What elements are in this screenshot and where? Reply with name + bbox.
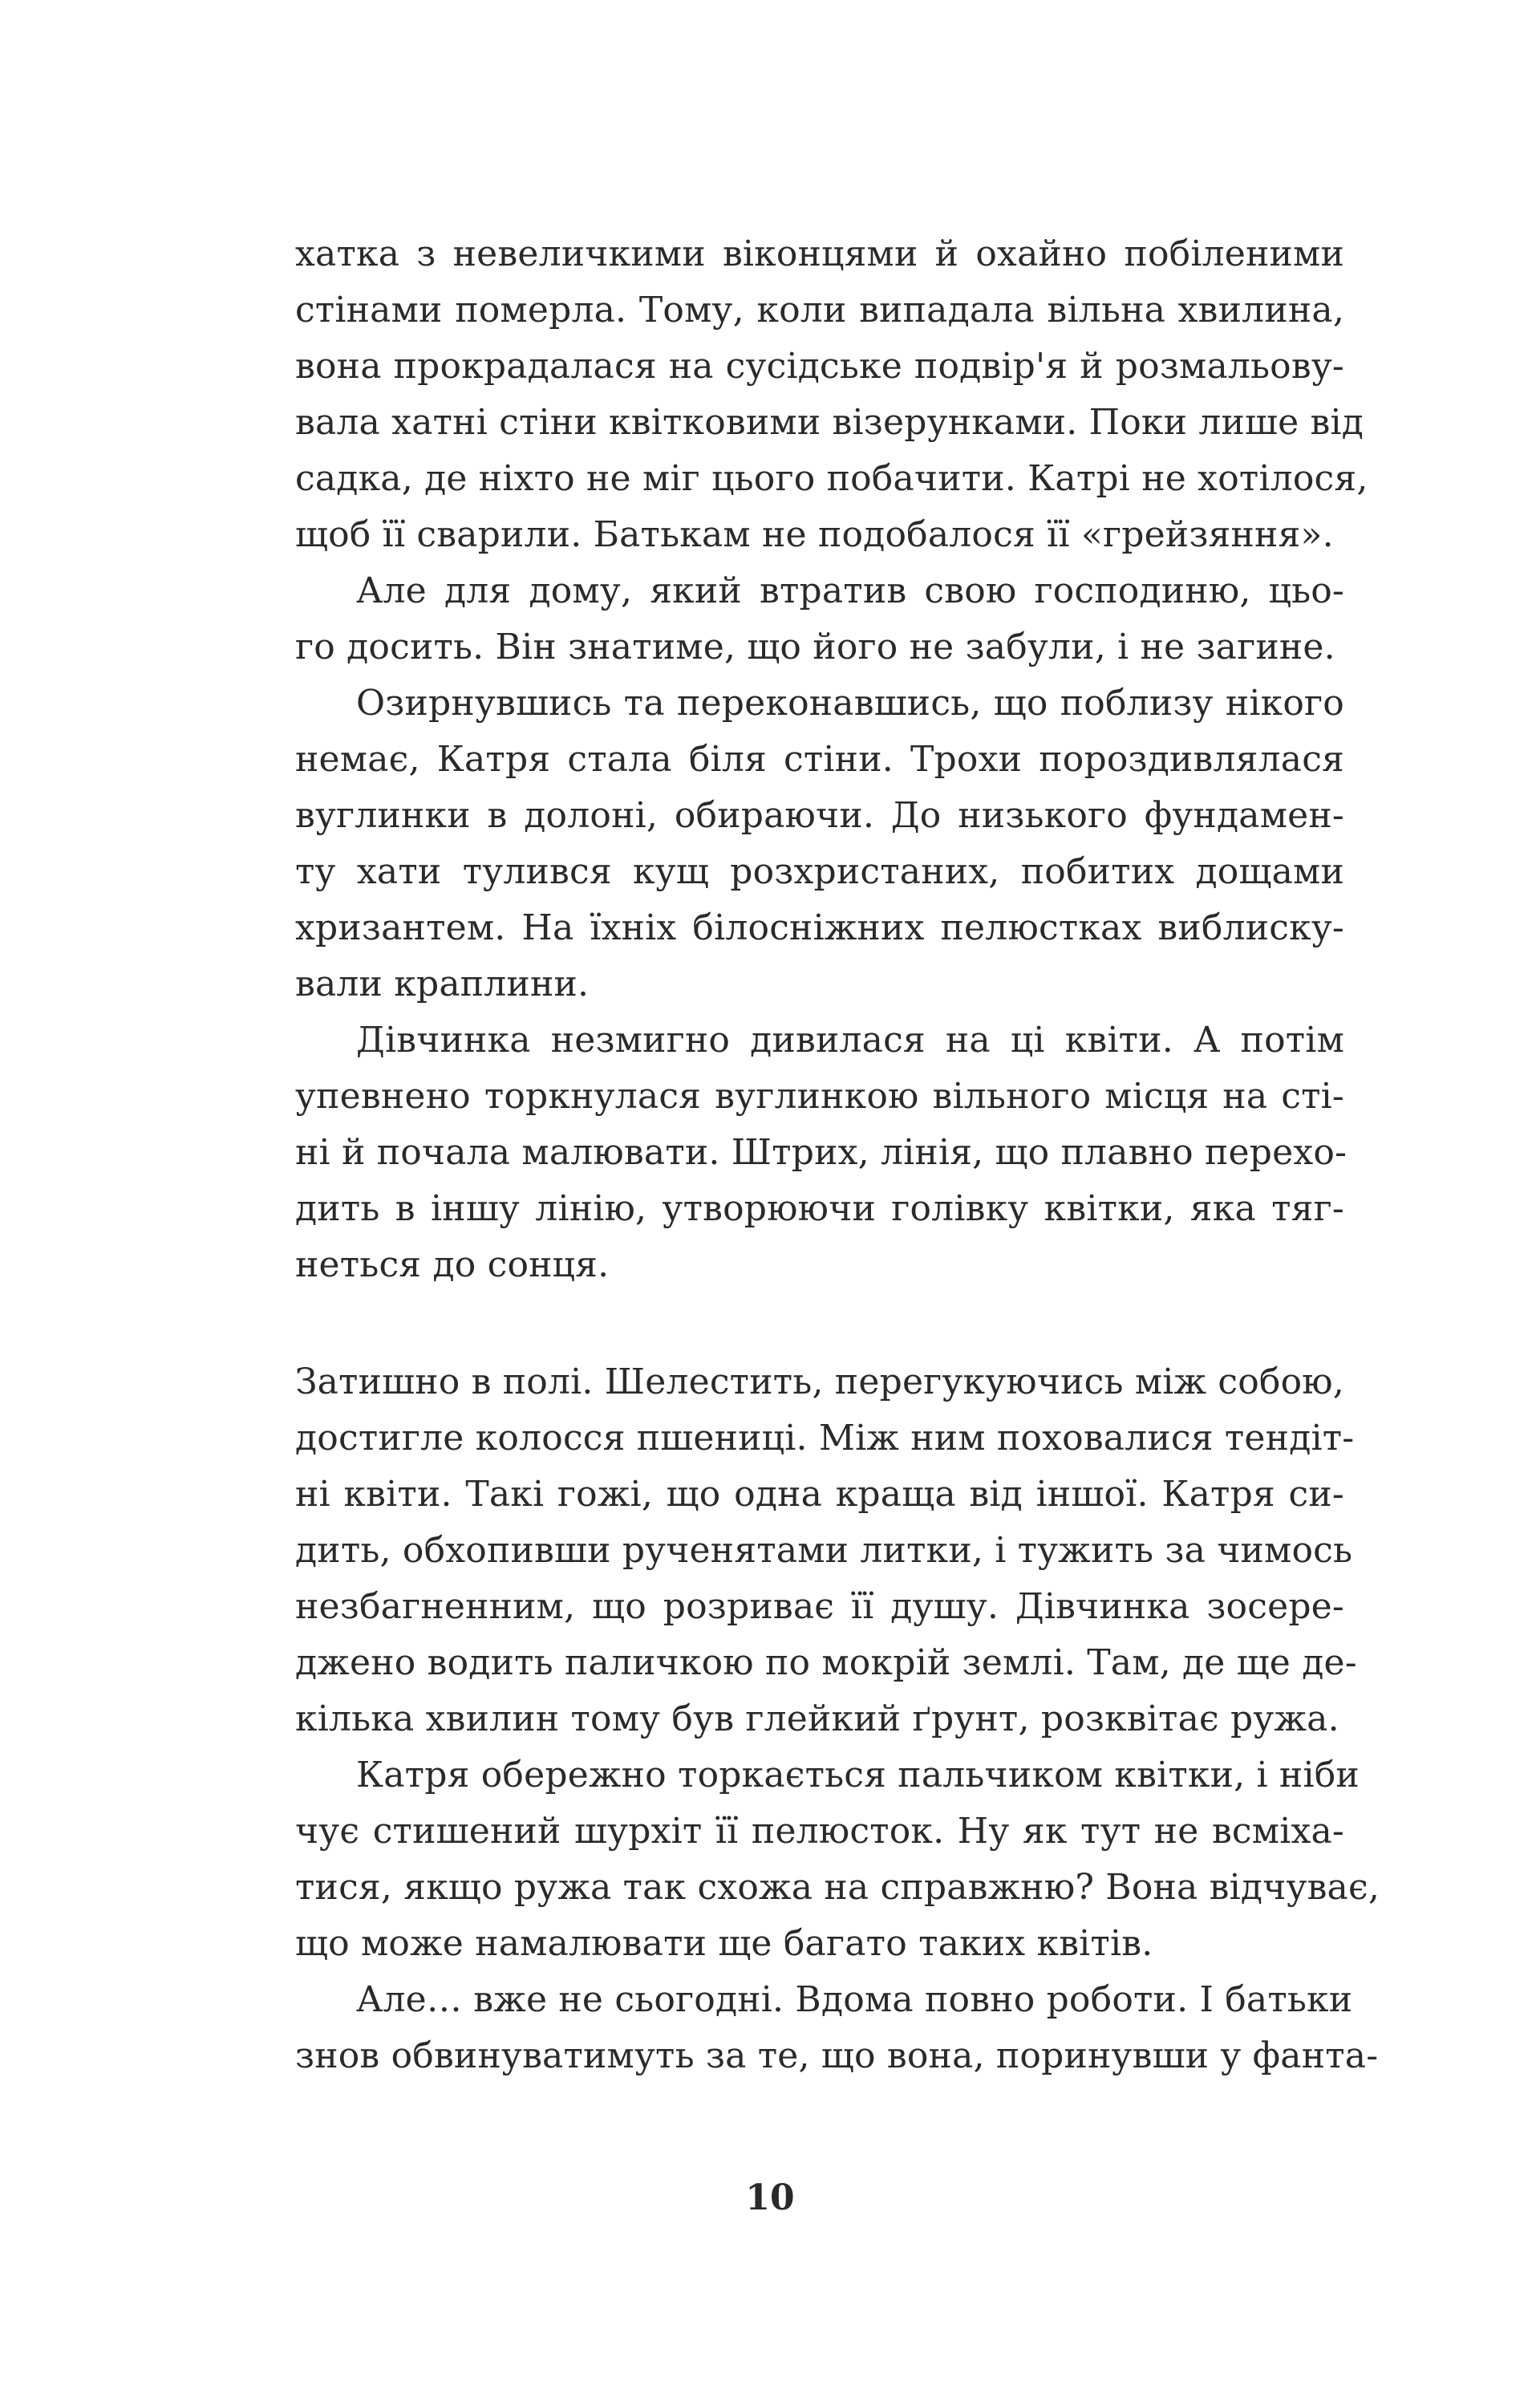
text-line: знов обвинуватимуть за те, що вона, поринувши у фанта- [295,2035,1379,2076]
text-line: садка, де ніхто не міг цього побачити. Катрі не хотілося, [295,458,1368,499]
text-line: чує стишений шурхіт її пелюсток. Ну як тут не всміха- [295,1811,1344,1852]
text-line: вуглинки в долоні, обираючи. До низького фундамен- [295,795,1344,836]
text-line: незбагненним, що розриває її душу. Дівчинка зосере- [295,1586,1344,1627]
text-line: го досить. Він знатиме, що його не забули, і не загине. [295,627,1335,667]
text-line: дить в іншу лінію, утворюючи голівку квітки, яка тяг- [295,1188,1344,1229]
text-line: джено водить паличкою по мокрій землі. Там, де ще де- [295,1642,1357,1683]
text-line: вона прокрадалася на сусідське подвір'я й розмальову- [295,346,1344,387]
text-line: вала хатні стіни квітковими візерунками. Поки лише від [295,402,1364,443]
text-line: тися, якщо ружа так схожа на справжню? Вона відчуває, [295,1867,1380,1908]
text-line: стінами померла. Тому, коли випадала вільна хвилина, [295,290,1344,331]
text-line: Затишно в полі. Шелестить, перегукуючись між собою, [295,1361,1344,1402]
text-line: хризантем. На їхніх білосніжних пелюстках виблиску- [295,907,1344,948]
text-block-1 [295,226,1368,1293]
text-block-2 [295,1354,1380,2084]
text-line: ту хати тулився кущ розхристаних, побитих дощами [295,851,1344,892]
text-line: хатка з невеличкими віконцями й охайно побіленими [295,233,1344,274]
page-number: 10 [745,2177,795,2218]
text-line: неться до сонця. [295,1244,610,1285]
text-line: ні й почала малювати. Штрих, лінія, що плавно перехо- [295,1132,1348,1173]
text-line: щоб її сварили. Батькам не подобалося її «грейзяння». [295,514,1334,555]
text-line: кілька хвилин тому був глейкий ґрунт, розквітає ружа. [295,1698,1339,1739]
text-line: достигле колосся пшениці. Між ним поховалися тендіт- [295,1418,1355,1459]
text-line: Озирнувшись та переконавшись, що поблизу нікого [356,683,1344,724]
text-line: Але… вже не сьогодні. Вдома повно роботи. І батьки [356,1979,1353,2020]
text-line: що може намалювати ще багато таких квітів. [295,1923,1153,1964]
text-line: ні квіти. Такі гожі, що одна краща від іншої. Катря си- [295,1474,1344,1515]
text-line: дить, обхопивши рученятами литки, і тужить за чимось [295,1530,1353,1571]
text-line: Катря обережно торкається пальчиком квітки, і ніби [356,1755,1360,1795]
text-line: немає, Катря стала біля стіни. Трохи пороздивлялася [295,739,1344,780]
text-line: вали краплини. [295,964,590,1004]
text-line: Але для дому, який втратив свою господиню, цьо- [356,570,1344,611]
text-line: упевнено торкнулася вуглинкою вільного місця на сті- [295,1076,1344,1117]
text-line: Дівчинка незмигно дивилася на ці квіти. А потім [356,1020,1344,1061]
